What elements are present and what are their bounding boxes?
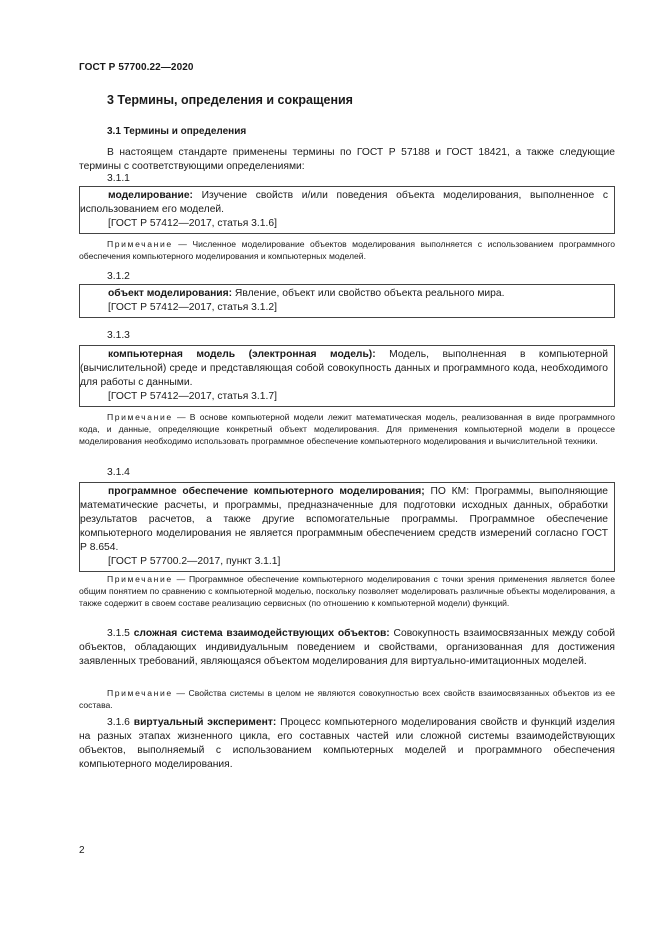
term-source: [ГОСТ Р 57412—2017, статья 3.1.7]	[108, 391, 277, 402]
note-text: — В основе компьютерной модели лежит математическая модель, реализованная в виде программного кода, и данные, определяющие конкретный объект моделирования. Для применения компьютерной модели в процессе моделирования необходимо использовать программное обеспечение компьютерного моделирования и вычислительной техники.	[79, 412, 615, 446]
note-label: Примечание	[107, 412, 173, 422]
term-name: виртуальный эксперимент:	[133, 717, 277, 728]
term-3-1-5	[79, 627, 615, 669]
term-box-3-1-3	[79, 345, 615, 407]
term-definition: Модель, выполненная в компьютерной (вычислительной) среде и представляющая собой совокупность данных и программного кода, необходимого для работы с данными.	[80, 349, 609, 388]
term-definition: Явление, объект или свойство объекта реального мира.	[232, 288, 505, 299]
term-definition: ПО КМ: Программы, выполняющие математические расчеты, и программы, предназначенные для подготовки исходных данных, обработки результатов расчетов, а также другие вспомогательные программы. Программное обеспечение компьютерного моделирования не является программным обеспечением средств измерений согласно ГОСТ Р 8.654.	[80, 486, 609, 553]
note-3-1-4	[79, 573, 615, 609]
term-number: 3.1.6	[107, 717, 130, 728]
page-number: 2	[79, 845, 85, 856]
term-number-3-1-1: 3.1.1	[107, 173, 130, 184]
document-header: ГОСТ Р 57700.22—2020	[79, 62, 194, 73]
term-number: 3.1.5	[107, 628, 130, 639]
section-title: 3 Термины, определения и сокращения	[107, 93, 353, 107]
term-number-3-1-4: 3.1.4	[107, 467, 130, 478]
term-source: [ГОСТ Р 57412—2017, статья 3.1.2]	[108, 302, 277, 313]
note-text: — Численное моделирование объектов моделирования выполняется с использованием программного обеспечения компьютерного моделирования и компьютерных моделей.	[79, 239, 615, 261]
term-name: сложная система взаимодействующих объектов:	[133, 628, 390, 639]
note-text: — Программное обеспечение компьютерного моделирования с точки зрения применения является более общим понятием по сравнению с компьютерной моделью, поскольку позволяет моделировать различные объекты моделирования, а также содержит в своем составе реализацию сервисных (по отношению к компьютерной модели) функций.	[79, 574, 615, 608]
term-definition: Совокупность взаимосвязанных между собой объектов, обладающих индивидуальным поведением и свойствами, организованная для достижения заявленных требований, являющаяся объектом моделирования для виртуально-имитационных моделей.	[79, 628, 615, 667]
term-name: программное обеспечение компьютерного моделирования;	[108, 486, 425, 497]
term-definition: Процесс компьютерного моделирования свойств и функций изделия на разных этапах жизненного цикла, его составных частей или сложной системы взаимодействующих объектов, выполняемый с использованием компьютерных моделей и программного обеспечения компьютерного моделирования.	[79, 717, 615, 770]
note-3-1-1	[79, 238, 615, 262]
term-name: компьютерная модель (электронная модель):	[108, 349, 376, 360]
term-3-1-6	[79, 716, 615, 772]
term-box-3-1-4	[79, 482, 615, 572]
term-name: моделирование:	[108, 190, 193, 201]
note-text: — Свойства системы в целом не являются совокупностью всех свойств взаимосвязанных объектов из ее состава.	[79, 688, 615, 710]
note-3-1-3	[79, 411, 615, 447]
note-label: Примечание	[107, 239, 173, 249]
term-box-3-1-2	[79, 284, 615, 318]
note-3-1-5	[79, 687, 615, 711]
term-source: [ГОСТ Р 57700.2—2017, пункт 3.1.1]	[108, 556, 281, 567]
note-label: Примечание	[107, 574, 173, 584]
term-name: объект моделирования:	[108, 288, 233, 299]
term-definition: Изучение свойств и/или поведения объекта моделирования, выполненное с использованием его моделей.	[80, 190, 608, 215]
intro-paragraph: В настоящем стандарте применены термины по ГОСТ Р 57188 и ГОСТ 18421, а также следующие термины с соответствующими определениями:	[79, 147, 615, 172]
note-label: Примечание	[107, 688, 173, 698]
term-source: [ГОСТ Р 57412—2017, статья 3.1.6]	[108, 218, 277, 229]
term-box-3-1-1	[79, 186, 615, 234]
subsection-title: 3.1 Термины и определения	[107, 126, 247, 137]
term-number-3-1-3: 3.1.3	[107, 330, 130, 341]
term-number-3-1-2: 3.1.2	[107, 271, 130, 282]
